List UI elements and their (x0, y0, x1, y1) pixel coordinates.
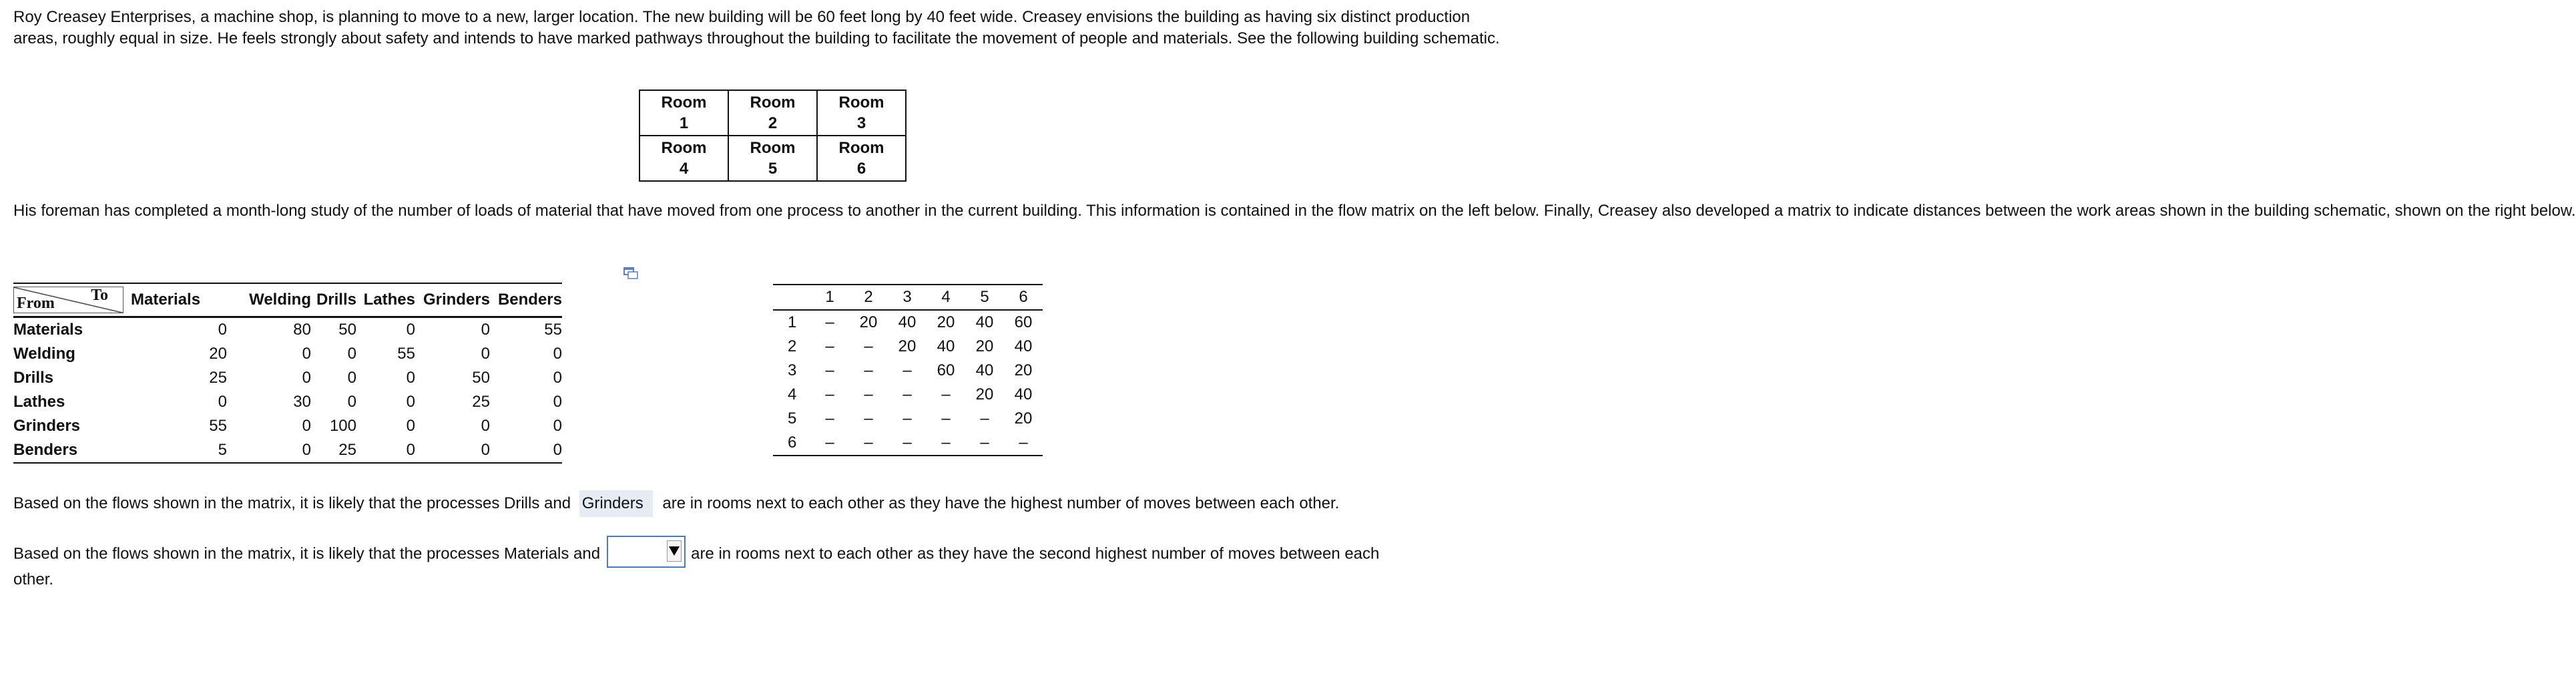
room-3: Room 3 (817, 90, 906, 136)
col-header-drills: Drills (311, 283, 356, 317)
flow-cell-drills: 50 (338, 321, 356, 339)
flow-cell-grinders: 0 (481, 321, 490, 339)
dist-row-label: 3 (788, 361, 797, 379)
flow-row-label: Welding (13, 345, 75, 363)
dist-row-label: 5 (788, 409, 797, 428)
flow-cell-drills: 0 (347, 369, 356, 387)
flow-row-label: Benders (13, 438, 128, 463)
dist-row-label: 2 (788, 337, 797, 355)
room-1: Room 1 (639, 90, 728, 136)
question-1-after: are in rooms next to each other as they have the highest number of moves between each other. (662, 494, 1340, 512)
flow-cell-benders: 55 (544, 321, 562, 339)
flow-row-label: Grinders (13, 417, 81, 435)
dist-header-row (773, 285, 1043, 310)
flow-cell-welding: 0 (302, 369, 311, 387)
flow-cell-grinders: 25 (472, 393, 490, 411)
materials-partner-select[interactable] (607, 536, 686, 568)
question-1-before: Based on the flows shown in the matrix, it is likely that the processes Drills and (13, 494, 571, 512)
dist-row-1 (773, 310, 1043, 335)
dist-row-5 (773, 407, 1043, 431)
dist-row-4 (773, 383, 1043, 407)
question-2-after: are in rooms next to each other as they have the second highest number of moves between each (691, 544, 1380, 563)
col-header-benders: Benders (490, 283, 562, 317)
flow-cell-drills: 25 (311, 438, 356, 463)
flow-row-grinders (13, 414, 562, 438)
dist-cell: – (903, 385, 912, 403)
dist-cell: – (825, 361, 834, 379)
dist-cell: 40 (975, 361, 994, 379)
distance-matrix-body (773, 310, 1043, 456)
dist-cell: – (941, 409, 951, 428)
room-5: Room 5 (728, 136, 817, 181)
dist-cell: 20 (975, 337, 994, 355)
flow-row-drills (13, 366, 562, 390)
flow-cell-grinders: 50 (472, 369, 490, 387)
dist-cell: – (864, 385, 873, 403)
dist-cell: 20 (859, 313, 878, 331)
flow-row-welding (13, 342, 562, 366)
question-2-before: Based on the flows shown in the matrix, it is likely that the processes Materials and (13, 544, 601, 563)
flow-cell-welding: 0 (227, 438, 311, 463)
flow-cell-benders: 0 (553, 369, 562, 387)
flow-cell-lathes: 0 (406, 417, 415, 435)
dist-cell: – (825, 313, 834, 331)
dist-cell: 20 (975, 385, 994, 403)
dist-cell: 20 (937, 313, 955, 331)
flow-row-benders (13, 438, 562, 463)
col-header-materials: Materials (128, 283, 227, 317)
question-1 (13, 490, 1339, 517)
from-label: From (17, 295, 55, 312)
dist-cell: – (927, 431, 965, 456)
flow-cell-lathes: 0 (356, 438, 415, 463)
distance-matrix (773, 284, 1043, 456)
to-label: To (91, 287, 108, 304)
flow-cell-benders: 0 (553, 417, 562, 435)
dist-row-label: 6 (773, 431, 810, 456)
dist-cell: 20 (1014, 409, 1033, 428)
col-header-grinders: Grinders (415, 283, 490, 317)
flow-row-materials (13, 317, 562, 343)
question-2 (13, 541, 1379, 568)
col-header-lathes: Lathes (356, 283, 415, 317)
flow-cell-grinders: 0 (415, 438, 490, 463)
dist-cell: 40 (1014, 385, 1033, 403)
dist-corner (773, 285, 810, 310)
dist-col-6: 6 (1004, 285, 1043, 310)
question-2-continued: other. (13, 570, 54, 588)
flow-cell-lathes: 0 (406, 321, 415, 339)
flow-cell-lathes: 0 (406, 393, 415, 411)
flow-cell-grinders: 0 (481, 417, 490, 435)
dist-cell: 20 (898, 337, 917, 355)
from-to-corner (13, 283, 128, 317)
flow-cell-drills: 0 (347, 393, 356, 411)
building-schematic (639, 90, 907, 182)
col-header-welding: Welding (227, 283, 311, 317)
dist-cell: – (965, 431, 1004, 456)
flow-cell-materials: 5 (128, 438, 227, 463)
dist-cell: – (903, 409, 912, 428)
flow-cell-materials: 20 (209, 345, 227, 363)
flow-cell-materials: 55 (209, 417, 227, 435)
flow-row-label: Drills (13, 369, 54, 387)
dist-col-5: 5 (965, 285, 1004, 310)
flow-cell-benders: 0 (553, 393, 562, 411)
room-6: Room 6 (817, 136, 906, 181)
dist-cell: – (1004, 431, 1043, 456)
flow-cell-welding: 0 (302, 417, 311, 435)
flow-cell-lathes: 55 (397, 345, 415, 363)
flow-cell-welding: 0 (302, 345, 311, 363)
dist-cell: 60 (1014, 313, 1033, 331)
dist-cell: 40 (937, 337, 955, 355)
dist-cell: – (864, 337, 873, 355)
flow-matrix-body (13, 317, 562, 464)
dist-cell: – (903, 361, 912, 379)
dist-row-6 (773, 431, 1043, 456)
flow-cell-materials: 0 (218, 393, 227, 411)
dropdown-arrow-icon[interactable] (667, 540, 682, 562)
dist-row-2 (773, 335, 1043, 359)
dist-row-label: 4 (788, 385, 797, 403)
dist-cell: – (864, 409, 873, 428)
dist-cell: 60 (937, 361, 955, 379)
dist-col-2: 2 (849, 285, 888, 310)
dist-col-3: 3 (888, 285, 927, 310)
dist-cell: – (825, 409, 834, 428)
dist-cell: – (864, 361, 873, 379)
flow-cell-benders: 0 (490, 438, 562, 463)
flow-cell-welding: 30 (293, 393, 311, 411)
dist-cell: – (825, 337, 834, 355)
dist-cell: 20 (1014, 361, 1033, 379)
dist-cell: – (980, 409, 989, 428)
dist-col-4: 4 (927, 285, 965, 310)
flow-header-row (13, 283, 562, 317)
flow-cell-grinders: 0 (481, 345, 490, 363)
dist-cell: – (810, 431, 849, 456)
dist-cell: 40 (1014, 337, 1033, 355)
dist-row-label: 1 (788, 313, 797, 331)
dist-col-1: 1 (810, 285, 849, 310)
study-paragraph: His foreman has completed a month-long study of the number of loads of material that have moved from one process to another in the current building. This information is contained in the flow matrix on the left below. Finally, Creasey also developed a matrix to indicate distances between the work areas shown in the building schematic, shown on the right below. (13, 202, 2576, 220)
flow-cell-lathes: 0 (406, 369, 415, 387)
dist-cell: – (825, 385, 834, 403)
flow-row-label: Materials (13, 321, 83, 339)
flow-cell-materials: 0 (218, 321, 227, 339)
schematic-row (639, 136, 906, 181)
intro-paragraph: Roy Creasey Enterprises, a machine shop, is planning to move to a new, larger location. The new building will be 60 feet long by 40 feet wide. Creasey envisions the building as having six distinct production areas, roughly equal in size. He feels strongly about safety and intends to have marked pathways throughout the building to facilitate the movement of people and materials. See the following building schematic. (13, 8, 1500, 47)
copy-matrix-icon[interactable] (623, 266, 638, 281)
flow-row-lathes (13, 390, 562, 414)
dist-cell: 40 (975, 313, 994, 331)
flow-cell-drills: 0 (347, 345, 356, 363)
flow-cell-materials: 25 (209, 369, 227, 387)
dist-cell: – (849, 431, 888, 456)
dist-row-3 (773, 359, 1043, 383)
answer-drills-partner[interactable]: Grinders (579, 490, 653, 517)
dist-cell: – (888, 431, 927, 456)
flow-cell-welding: 80 (293, 321, 311, 339)
room-4: Room 4 (639, 136, 728, 181)
flow-cell-benders: 0 (553, 345, 562, 363)
flow-row-label: Lathes (13, 393, 65, 411)
dist-cell: – (941, 385, 951, 403)
schematic-row (639, 90, 906, 136)
dist-cell: 40 (898, 313, 917, 331)
flow-cell-drills: 100 (329, 417, 356, 435)
flow-matrix (13, 283, 562, 464)
room-2: Room 2 (728, 90, 817, 136)
